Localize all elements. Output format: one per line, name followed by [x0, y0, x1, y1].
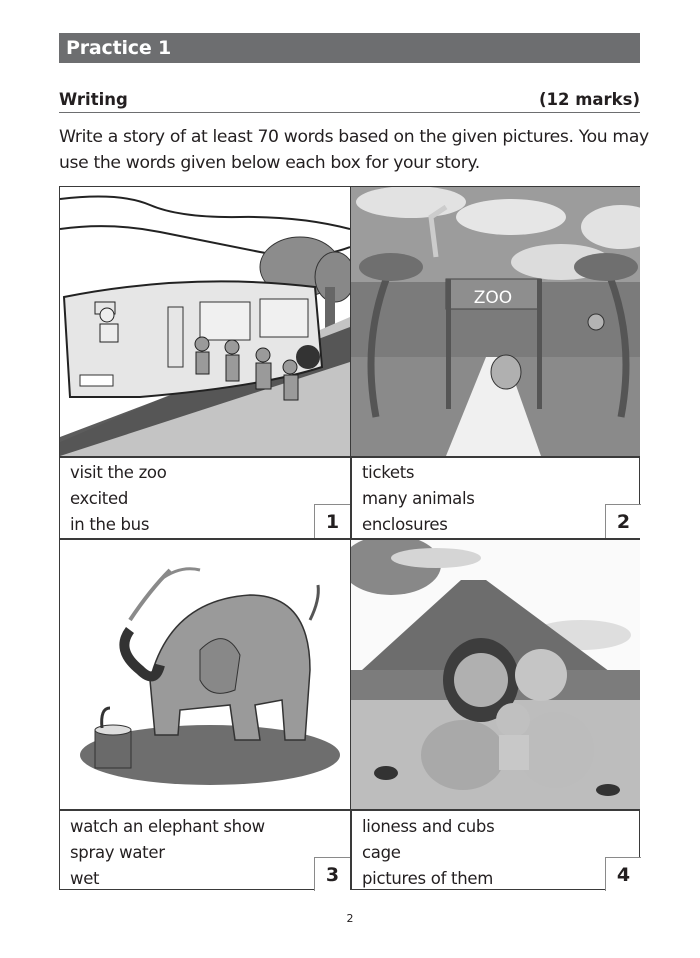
panel-1-word: excited — [70, 489, 128, 508]
picture-grid — [59, 186, 640, 890]
panel-4-caption — [352, 811, 641, 891]
panel-3-caption — [60, 811, 350, 891]
panel-4-word: pictures of them — [362, 869, 493, 888]
panel-3-number: 3 — [314, 857, 350, 891]
panel-3-word: spray water — [70, 843, 165, 862]
elephant-illustration-icon — [60, 540, 350, 809]
panel-1-caption — [60, 457, 350, 538]
panel-1-word: in the bus — [70, 515, 150, 534]
practice-title-bar — [59, 33, 640, 63]
instructions: Write a story of at least 70 words based on the given pictures. You may use the words given below each box for your story. — [59, 127, 649, 173]
panel-1-picture — [60, 187, 350, 456]
panel-3-word: wet — [70, 869, 100, 888]
panel-2-word: enclosures — [362, 515, 448, 534]
section-title: Writing — [59, 90, 128, 109]
panel-2-number: 2 — [605, 504, 641, 538]
panel-2-caption — [352, 457, 641, 538]
panel-2-word: many animals — [362, 489, 475, 508]
panel-2-picture — [351, 187, 640, 456]
panel-4-picture — [351, 540, 640, 809]
panel-3-picture — [60, 540, 350, 809]
marks-label: (12 marks) — [538, 90, 640, 109]
panel-1-number: 1 — [314, 504, 350, 538]
panel-1-word: visit the zoo — [70, 463, 167, 482]
practice-title: Practice 1 — [66, 37, 171, 59]
panel-4-number: 4 — [605, 857, 641, 891]
zoo-entrance-illustration-icon — [351, 187, 640, 456]
page-number: 2 — [346, 912, 354, 925]
panel-3-word: watch an elephant show — [70, 817, 265, 836]
bus-illustration-icon — [60, 187, 350, 456]
panel-4-word: cage — [362, 843, 401, 862]
lion-family-illustration-icon — [351, 540, 640, 809]
panel-2-word: tickets — [362, 463, 415, 482]
section-header — [59, 90, 640, 113]
svg-text:ZOO: ZOO — [473, 288, 513, 308]
panel-4-word: lioness and cubs — [362, 817, 495, 836]
